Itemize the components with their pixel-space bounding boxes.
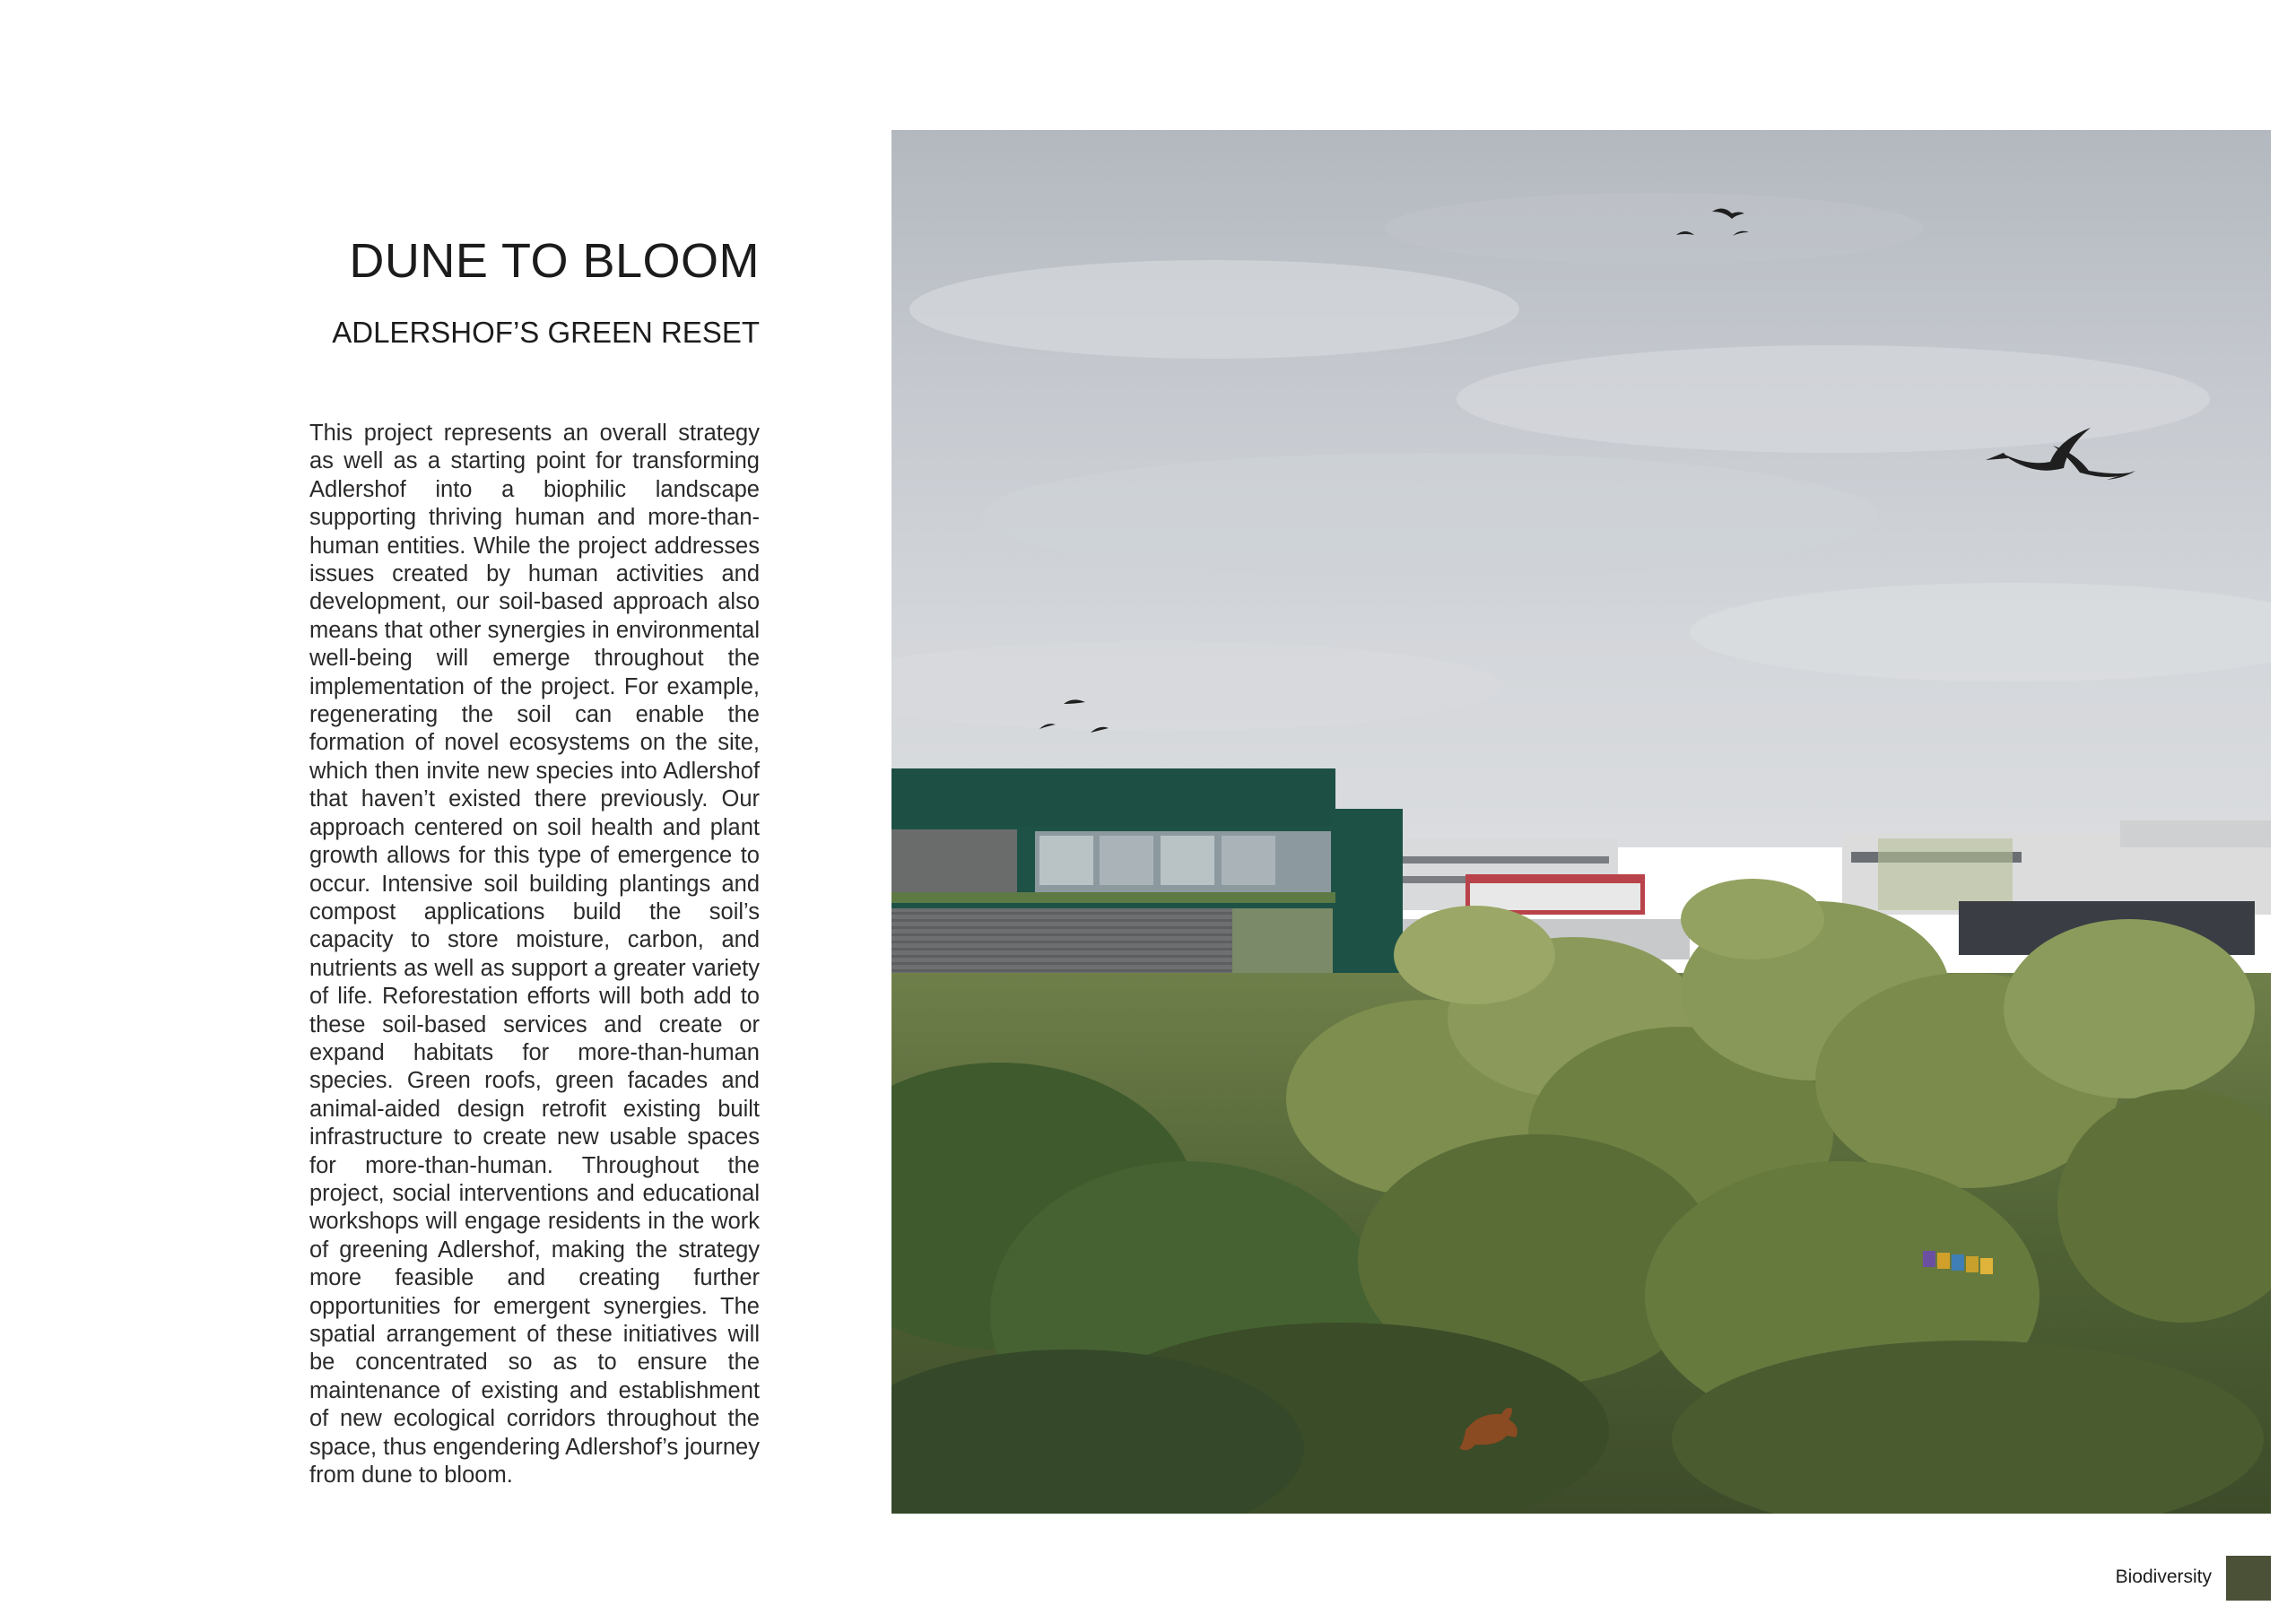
- section-label: Biodiversity: [2115, 1567, 2212, 1587]
- body-paragraph: This project represents an overall strategy as well as a starting point for transforming Adlershof into a biophilic landscape supporting thriving human and more-than-human entities. While the project addresses issues created by human activities and development, our soil-based approach also means that other synergies in environmental well-being will emerge throughout the implementation of the project. For example, regenerating the soil can enable the formation of novel ecosystems on the site, which then invite new species into Adlershof that haven’t existed there previously. Our approach centered on soil health and plant growth allows for this type of emergence to occur. Intensive soil building plantings and compost applications build the soil’s capacity to store moisture, carbon, and nutrients as well as support a greater variety of life. Reforestation efforts will both add to these soil-based services and create or expand habitats for more-than-human species. Green roofs, green facades and animal-aided design retrofit existing built infrastructure to create new usable spaces for more-than-human. Throughout the project, social interventions and educational workshops will engage residents in the work of greening Adlershof, making the strategy more feasible and creating further opportunities for emergent synergies. The spatial arrangement of these initiatives will be concentrated so as to ensure the maintenance of existing and establishment of new ecological corridors throughout the space, thus engendering Adlershof’s journey from dune to bloom.: [309, 421, 760, 1488]
- vegetation: [891, 879, 2271, 1514]
- page-title: DUNE TO BLOOM: [349, 234, 760, 288]
- sky: [891, 130, 2271, 847]
- section-color-swatch: [2226, 1556, 2271, 1601]
- landscape-photo: [891, 130, 2271, 1514]
- page-subtitle: ADLERSHOF’S GREEN RESET: [332, 316, 760, 349]
